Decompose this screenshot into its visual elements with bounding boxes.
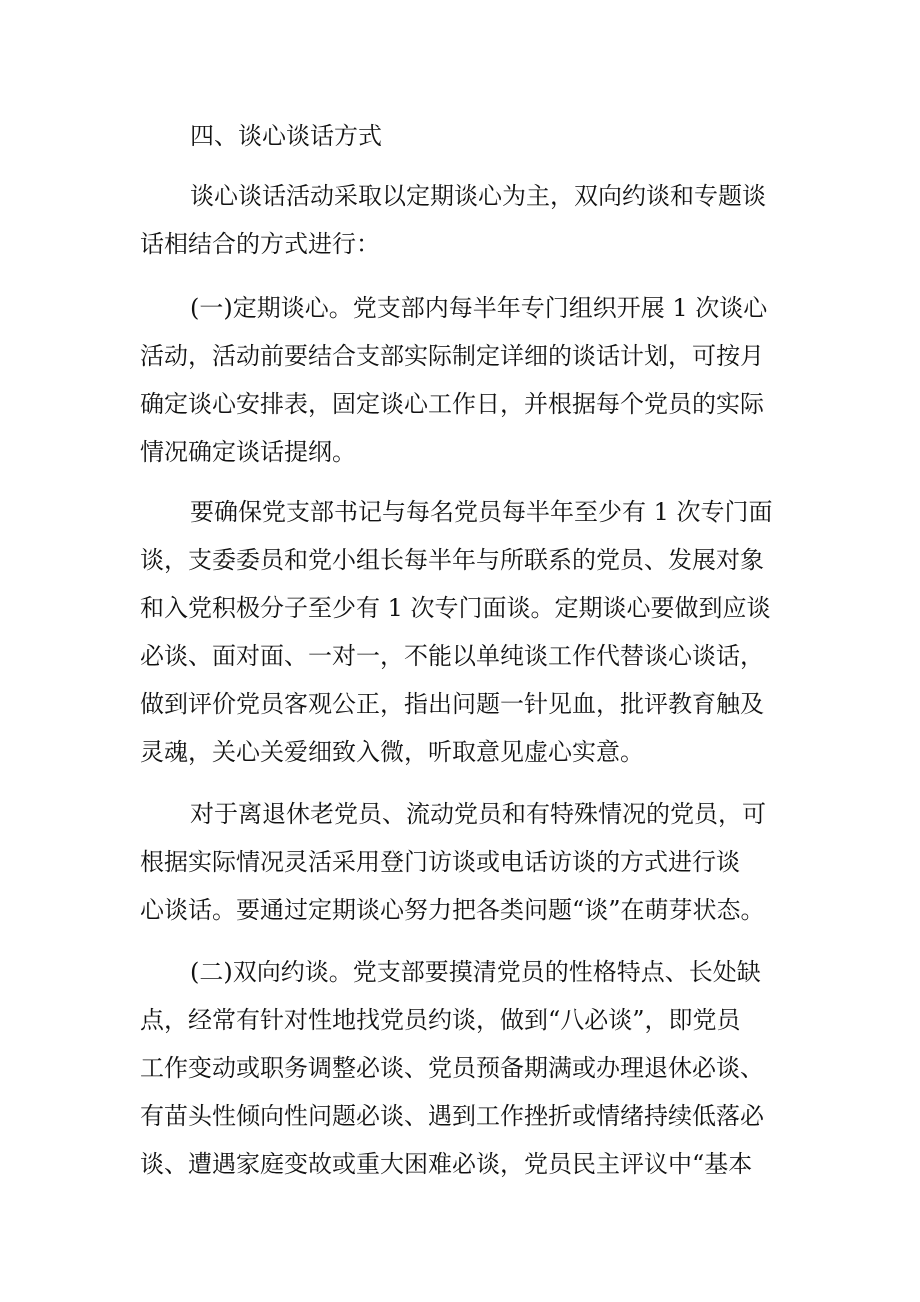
text-line: 谈，支委委员和党小组长每半年与所联系的党员、发展对象 xyxy=(140,546,764,574)
text-line: 谈、遭遇家庭变故或重大困难必谈，党员民主评议中“基本 xyxy=(140,1150,753,1178)
heading-text: 四、谈心谈话方式 xyxy=(190,122,382,150)
paragraph-2-line-4 xyxy=(0,430,920,474)
paragraph-4-line-2 xyxy=(0,840,920,884)
paragraph-2-line-2 xyxy=(0,334,920,378)
paragraph-1-line-2 xyxy=(0,222,920,266)
text-line: 情况确定谈话提纲。 xyxy=(140,438,356,466)
paragraph-4-line-1 xyxy=(0,792,920,836)
paragraph-1-line-1 xyxy=(0,174,920,218)
text-line: 和入党积极分子至少有 1 次专门面谈。定期谈心要做到应谈 xyxy=(140,594,771,622)
paragraph-3-line-1 xyxy=(0,490,920,534)
paragraph-5-line-3 xyxy=(0,1046,920,1090)
section-heading xyxy=(0,114,920,158)
text-line: (一)定期谈心。党支部内每半年专门组织开展 1 次谈心 xyxy=(190,294,768,322)
paragraph-3-line-2 xyxy=(0,538,920,582)
text-line: 做到评价党员客观公正，指出问题一针见血，批评教育触及 xyxy=(140,690,764,718)
text-line: 根据实际情况灵活采用登门访谈或电话访谈的方式进行谈 xyxy=(140,848,740,876)
text-line: 要确保党支部书记与每名党员每半年至少有 1 次专门面 xyxy=(190,498,773,526)
paragraph-2-line-3 xyxy=(0,382,920,426)
paragraph-5-line-4 xyxy=(0,1094,920,1138)
paragraph-5-line-5 xyxy=(0,1142,920,1186)
paragraph-3-line-6 xyxy=(0,730,920,774)
text-line: 点，经常有针对性地找党员约谈，做到“八必谈”，即党员 xyxy=(140,1006,741,1034)
text-line: 必谈、面对面、一对一，不能以单纯谈工作代替谈心谈话， xyxy=(140,642,764,670)
text-line: 活动，活动前要结合支部实际制定详细的谈话计划，可按月 xyxy=(140,342,764,370)
paragraph-3-line-5 xyxy=(0,682,920,726)
paragraph-4-line-3 xyxy=(0,888,920,932)
paragraph-3-line-4 xyxy=(0,634,920,678)
paragraph-2-line-1 xyxy=(0,286,920,330)
text-line: 灵魂，关心关爱细致入微，听取意见虚心实意。 xyxy=(140,738,644,766)
text-line: 话相结合的方式进行： xyxy=(140,230,380,258)
paragraph-5-line-1 xyxy=(0,950,920,994)
text-line: 对于离退休老党员、流动党员和有特殊情况的党员，可 xyxy=(190,800,766,828)
text-line: 谈心谈话活动采取以定期谈心为主，双向约谈和专题谈 xyxy=(190,182,766,210)
text-line: 工作变动或职务调整必谈、党员预备期满或办理退休必谈、 xyxy=(140,1054,764,1082)
paragraph-3-line-3 xyxy=(0,586,920,630)
text-line: 心谈话。要通过定期谈心努力把各类问题“谈”在萌芽状态。 xyxy=(140,896,765,924)
paragraph-5-line-2 xyxy=(0,998,920,1042)
text-line: (二)双向约谈。党支部要摸清党员的性格特点、长处缺 xyxy=(190,958,761,986)
text-line: 确定谈心安排表，固定谈心工作日，并根据每个党员的实际 xyxy=(140,390,764,418)
text-line: 有苗头性倾向性问题必谈、遇到工作挫折或情绪持续低落必 xyxy=(140,1102,764,1130)
